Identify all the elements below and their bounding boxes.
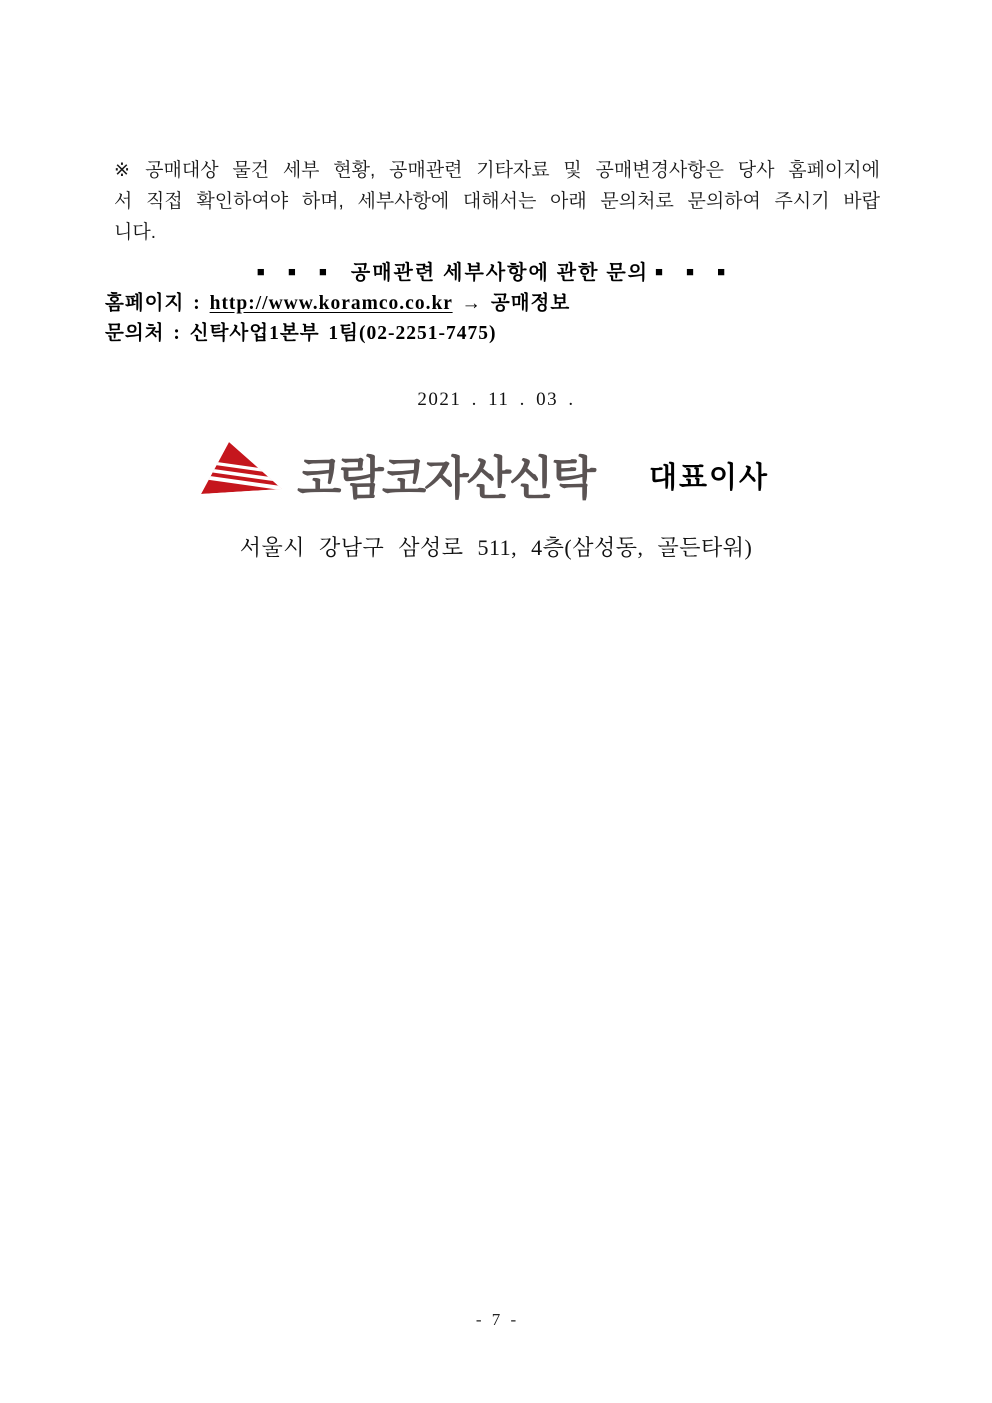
document-date: 2021 . 11 . 03 .	[417, 389, 575, 410]
page-number: - 7 -	[475, 1310, 517, 1329]
homepage-label: 홈페이지 :	[105, 293, 201, 314]
contact-line: 문의처 : 신탁사업1본부 1팀(02-2251-7475)	[105, 323, 497, 344]
homepage-link[interactable]: http://www.koramco.co.kr	[209, 293, 453, 314]
square-bullets-right-icon: ■ ■ ■	[655, 264, 736, 279]
company-name-logotype: 코람코자산신탁	[297, 452, 595, 504]
koramco-pyramid-logo-icon	[199, 441, 283, 497]
square-bullets-left-icon: ■ ■ ■	[256, 264, 337, 279]
homepage-target-label: 공매정보	[490, 293, 571, 314]
company-address: 서울시 강남구 삼성로 511, 4층(삼성동, 골든타워)	[239, 535, 753, 560]
inquiry-heading-text: 공매관련 세부사항에 관한 문의	[350, 262, 650, 284]
homepage-line	[105, 291, 570, 317]
inquiry-heading	[0, 260, 992, 285]
notice-paragraph: ※ 공매대상 물건 세부 현황, 공매관련 기타자료 및 공매변경사항은 당사 홈페이지에서 직접 확인하여야 하며, 세부사항에 대해서는 아래 문의처로 문의하여 주시기 바랍니다.	[114, 160, 880, 243]
arrow-icon: →	[461, 293, 482, 314]
ceo-title: 대표이사	[649, 462, 770, 494]
